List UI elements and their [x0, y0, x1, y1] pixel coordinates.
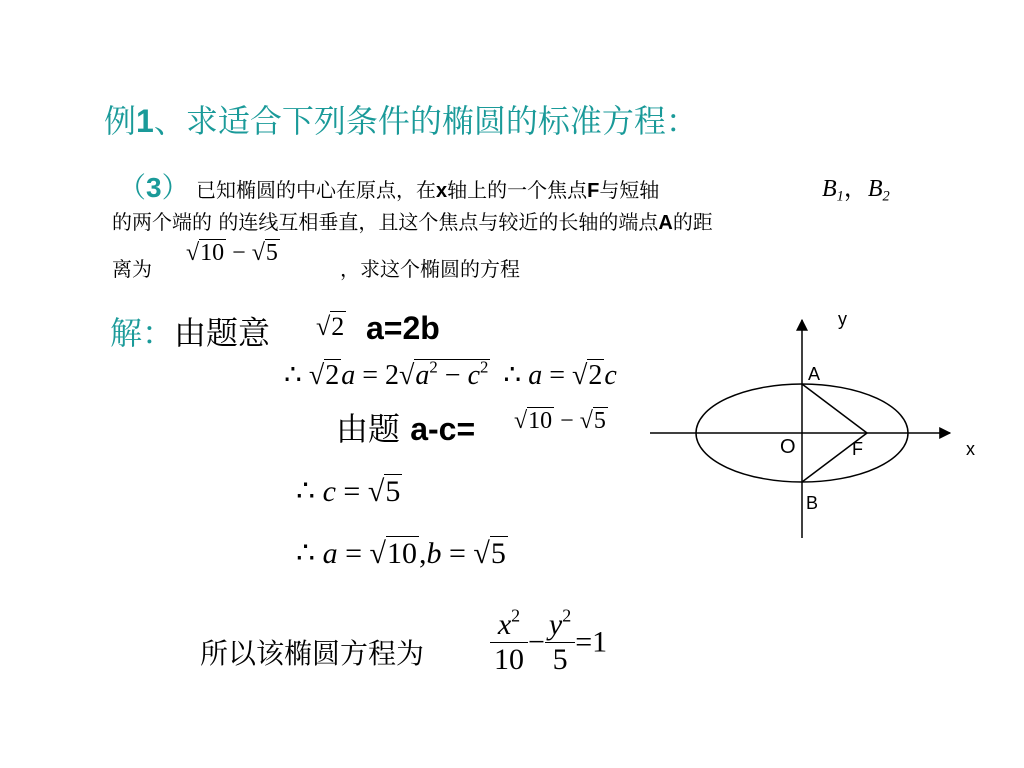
b2-subscript: 2 [882, 188, 890, 205]
step4-a: a [322, 537, 338, 570]
problem-index-number: 3 [146, 172, 162, 203]
by-problem-2: 由题 [336, 410, 401, 448]
page-title [104, 96, 698, 142]
step1-rad-minus: − [444, 360, 461, 391]
step1-sqrt2: 2 [588, 360, 603, 391]
title-number: 1 [136, 103, 154, 139]
sqrt-sign: √ [308, 360, 325, 391]
final-frac-1 [490, 605, 528, 677]
problem-text-1b: 轴上的一个焦点 [447, 178, 588, 202]
final-y-exp: 2 [562, 605, 572, 626]
point-a-label: A [808, 364, 821, 384]
focus-f-label: F [852, 439, 863, 459]
step1-lhs-var: a [341, 360, 356, 391]
sqrt-sign: √ [572, 360, 588, 391]
sqrt-sign: √ [579, 408, 593, 434]
problem-text-2a: 的两个端的 的连线互相垂直，且这个焦点与较近的长轴的端点 [112, 210, 659, 234]
sqrt-sign: √ [251, 240, 265, 266]
solution-step-2 [336, 404, 475, 450]
solution-step-2-formula [514, 408, 608, 435]
step2-sqrt10: 10 [528, 408, 553, 434]
therefore-1: ∴ [284, 360, 302, 391]
final-den-2: 5 [545, 642, 575, 677]
title-prefix: 例 [104, 102, 137, 140]
final-answer-text [200, 632, 424, 672]
problem-text-2b: 的距 [672, 210, 713, 234]
problem-minus: − [232, 240, 246, 266]
step1-eq2: = [549, 360, 566, 391]
step4-comma: , [418, 537, 427, 570]
problem-line-2 [112, 206, 713, 235]
solution-label: 解： [110, 314, 175, 352]
step4-sqrt5: 5 [490, 537, 506, 570]
step1-coef: 2 [385, 360, 399, 391]
step1-lhs-sqrt: 2 [325, 360, 340, 391]
step1-radicand [414, 359, 490, 391]
problem-index-open: （ [118, 171, 147, 204]
step3-c: c [322, 475, 336, 508]
final-minus: − [528, 625, 545, 659]
final-den-1: 10 [490, 642, 528, 677]
therefore-4: ∴ [296, 537, 316, 570]
ellipse-diagram [640, 300, 1020, 550]
step3-eq: = [343, 475, 361, 508]
problem-index-close: ） [161, 171, 190, 204]
problem-sqrt5: 5 [265, 240, 278, 266]
solution-by-problem: 由题意 [174, 314, 271, 352]
final-x: x [497, 608, 512, 641]
step1-rad-a: a [415, 360, 430, 391]
step1-rad-c: c [467, 360, 480, 391]
sqrt-sign: √ [186, 240, 200, 266]
problem-text-x: x [435, 180, 448, 202]
problem-text-A: A [658, 212, 673, 234]
step4-eq2: = [448, 537, 466, 570]
final-equation [490, 605, 608, 677]
step2-sqrt5: 5 [593, 408, 606, 434]
problem-line-3-label [112, 253, 152, 282]
solution-step-4 [296, 536, 508, 571]
problem-text-1a: 已知椭圆的中心在原点，在 [195, 178, 436, 202]
y-axis-label: y [838, 309, 847, 329]
b1-subscript: 1 [836, 188, 844, 205]
title-text: 、求适合下列条件的椭圆的标准方程： [153, 102, 698, 140]
step1-eq: = [362, 360, 378, 391]
therefore-3: ∴ [296, 475, 316, 508]
problem-text-F: F [587, 180, 600, 202]
sqrt-sign: √ [514, 408, 528, 434]
step1-c: c [604, 360, 617, 391]
sqrt-sign: √ [473, 537, 490, 570]
a-eq-2b-text: a=2b [366, 310, 440, 346]
step1-rad-c-exp: 2 [480, 357, 489, 377]
a-minus-c: a-c= [410, 411, 476, 447]
sqrt-sign: √ [399, 360, 415, 391]
step4-sqrt10: 10 [386, 537, 417, 570]
final-eq: = [575, 625, 593, 659]
problem-text-3b: ，求这个椭圆的方程 [340, 257, 520, 281]
problem-line-1 [118, 166, 659, 206]
step1-rad-a-exp: 2 [429, 357, 438, 377]
b1-b2-formula [822, 168, 890, 203]
b1-letter: B [822, 176, 837, 202]
sqrt-sign: √ [367, 475, 385, 508]
origin-label: O [780, 436, 796, 458]
solution-sqrt2 [316, 312, 346, 342]
step4-b: b [426, 537, 442, 570]
problem-distance-formula [186, 240, 280, 267]
sqrt-sign: √ [316, 312, 331, 341]
final-one: 1 [592, 625, 608, 659]
final-x-exp: 2 [511, 605, 521, 626]
problem-text-1c: 与短轴 [599, 178, 660, 202]
final-text: 所以该椭圆方程为 [200, 637, 425, 670]
step3-sqrt5: 5 [385, 475, 401, 508]
x-axis-label: x [966, 439, 975, 459]
final-y: y [548, 608, 563, 641]
final-frac-2 [545, 605, 575, 677]
step1-a: a [528, 360, 543, 391]
problem-text-3a: 离为 [112, 257, 152, 281]
solution-line-1 [110, 308, 270, 354]
step4-eq: = [345, 537, 363, 570]
b-separator: ， [843, 176, 868, 202]
therefore-2: ∴ [503, 360, 522, 391]
solution-step-1 [284, 358, 617, 392]
point-b-label: B [806, 493, 819, 513]
problem-line-3-end [340, 253, 520, 282]
solution-sqrt2-value: 2 [331, 312, 345, 341]
sqrt-sign: √ [369, 537, 386, 570]
solution-step-3 [296, 474, 402, 509]
solution-a-eq-2b [366, 310, 440, 347]
b2-letter: B [867, 176, 883, 202]
problem-sqrt10: 10 [200, 240, 225, 266]
step2-minus: − [560, 408, 574, 434]
